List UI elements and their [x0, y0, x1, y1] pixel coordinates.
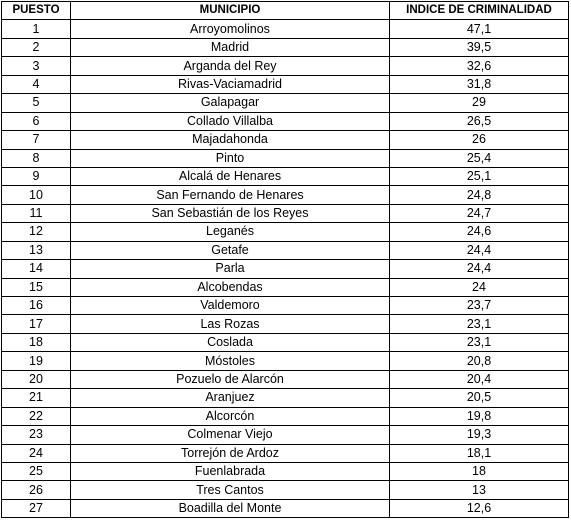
table-row: [2, 426, 569, 444]
table-row: [2, 407, 569, 425]
cell-puesto: 27: [2, 499, 71, 517]
cell-indice: 19,3: [390, 426, 569, 444]
cell-municipio: Pozuelo de Alarcón: [71, 370, 390, 388]
cell-puesto: 18: [2, 333, 71, 351]
cell-puesto: 23: [2, 426, 71, 444]
cell-puesto: 15: [2, 278, 71, 296]
cell-municipio: Rivas-Vaciamadrid: [71, 75, 390, 93]
cell-puesto: 12: [2, 223, 71, 241]
cell-indice: 24: [390, 278, 569, 296]
cell-indice: 47,1: [390, 20, 569, 38]
cell-indice: 20,8: [390, 352, 569, 370]
cell-municipio: Aranjuez: [71, 389, 390, 407]
table-row: [2, 223, 569, 241]
table-row: [2, 112, 569, 130]
cell-puesto: 8: [2, 149, 71, 167]
table-row: [2, 260, 569, 278]
cell-indice: 19,8: [390, 407, 569, 425]
table-row: [2, 131, 569, 149]
table-row: [2, 204, 569, 222]
cell-municipio: Móstoles: [71, 352, 390, 370]
cell-municipio: Colmenar Viejo: [71, 426, 390, 444]
cell-puesto: 3: [2, 57, 71, 75]
header-indice: INDICE DE CRIMINALIDAD: [390, 2, 569, 20]
cell-municipio: Tres Cantos: [71, 481, 390, 499]
cell-municipio: Fuenlabrada: [71, 462, 390, 480]
table-row: [2, 38, 569, 56]
table-row: [2, 499, 569, 517]
cell-indice: 26: [390, 131, 569, 149]
cell-municipio: Galapagar: [71, 94, 390, 112]
cell-municipio: Majadahonda: [71, 131, 390, 149]
cell-municipio: Arroyomolinos: [71, 20, 390, 38]
table-row: [2, 389, 569, 407]
table-row: [2, 75, 569, 93]
table-row: [2, 462, 569, 480]
table-row: [2, 333, 569, 351]
header-puesto: PUESTO: [2, 2, 71, 20]
cell-municipio: Collado Villalba: [71, 112, 390, 130]
cell-indice: 24,4: [390, 241, 569, 259]
cell-puesto: 6: [2, 112, 71, 130]
cell-indice: 25,1: [390, 167, 569, 185]
table-row: [2, 94, 569, 112]
cell-puesto: 11: [2, 204, 71, 222]
cell-municipio: Las Rozas: [71, 315, 390, 333]
table-row: [2, 167, 569, 185]
cell-indice: 20,5: [390, 389, 569, 407]
cell-indice: 24,6: [390, 223, 569, 241]
header-municipio: MUNICIPIO: [71, 2, 390, 20]
cell-puesto: 1: [2, 20, 71, 38]
cell-puesto: 13: [2, 241, 71, 259]
table-row: [2, 241, 569, 259]
cell-puesto: 16: [2, 297, 71, 315]
cell-puesto: 22: [2, 407, 71, 425]
cell-municipio: Madrid: [71, 38, 390, 56]
cell-indice: 13: [390, 481, 569, 499]
cell-puesto: 26: [2, 481, 71, 499]
table-row: [2, 20, 569, 38]
cell-indice: 39,5: [390, 38, 569, 56]
cell-municipio: Getafe: [71, 241, 390, 259]
cell-puesto: 5: [2, 94, 71, 112]
cell-puesto: 24: [2, 444, 71, 462]
cell-municipio: Boadilla del Monte: [71, 499, 390, 517]
cell-municipio: San Fernando de Henares: [71, 186, 390, 204]
table-row: [2, 149, 569, 167]
cell-municipio: Torrejón de Ardoz: [71, 444, 390, 462]
cell-municipio: Parla: [71, 260, 390, 278]
cell-indice: 24,8: [390, 186, 569, 204]
cell-indice: 29: [390, 94, 569, 112]
cell-puesto: 7: [2, 131, 71, 149]
cell-puesto: 25: [2, 462, 71, 480]
table-row: [2, 444, 569, 462]
cell-indice: 24,7: [390, 204, 569, 222]
cell-indice: 26,5: [390, 112, 569, 130]
cell-puesto: 10: [2, 186, 71, 204]
cell-municipio: Alcorcón: [71, 407, 390, 425]
cell-municipio: Pinto: [71, 149, 390, 167]
cell-puesto: 17: [2, 315, 71, 333]
cell-puesto: 2: [2, 38, 71, 56]
cell-puesto: 4: [2, 75, 71, 93]
table-header-row: [2, 2, 569, 20]
cell-indice: 32,6: [390, 57, 569, 75]
cell-municipio: Arganda del Rey: [71, 57, 390, 75]
table-row: [2, 186, 569, 204]
cell-indice: 18,1: [390, 444, 569, 462]
table-row: [2, 315, 569, 333]
table-row: [2, 370, 569, 388]
cell-indice: 20,4: [390, 370, 569, 388]
cell-puesto: 21: [2, 389, 71, 407]
table-row: [2, 297, 569, 315]
table-row: [2, 278, 569, 296]
table-row: [2, 481, 569, 499]
cell-municipio: Valdemoro: [71, 297, 390, 315]
cell-indice: 23,1: [390, 315, 569, 333]
cell-municipio: Coslada: [71, 333, 390, 351]
table-row: [2, 57, 569, 75]
cell-puesto: 14: [2, 260, 71, 278]
cell-puesto: 19: [2, 352, 71, 370]
cell-puesto: 20: [2, 370, 71, 388]
cell-indice: 25,4: [390, 149, 569, 167]
cell-indice: 23,7: [390, 297, 569, 315]
cell-indice: 18: [390, 462, 569, 480]
cell-municipio: Alcalá de Henares: [71, 167, 390, 185]
cell-indice: 12,6: [390, 499, 569, 517]
table-body: [2, 20, 569, 518]
cell-indice: 31,8: [390, 75, 569, 93]
cell-puesto: 9: [2, 167, 71, 185]
table-row: [2, 352, 569, 370]
cell-municipio: Leganés: [71, 223, 390, 241]
cell-indice: 24,4: [390, 260, 569, 278]
criminality-table: [1, 1, 569, 518]
cell-indice: 23,1: [390, 333, 569, 351]
cell-municipio: San Sebastián de los Reyes: [71, 204, 390, 222]
cell-municipio: Alcobendas: [71, 278, 390, 296]
